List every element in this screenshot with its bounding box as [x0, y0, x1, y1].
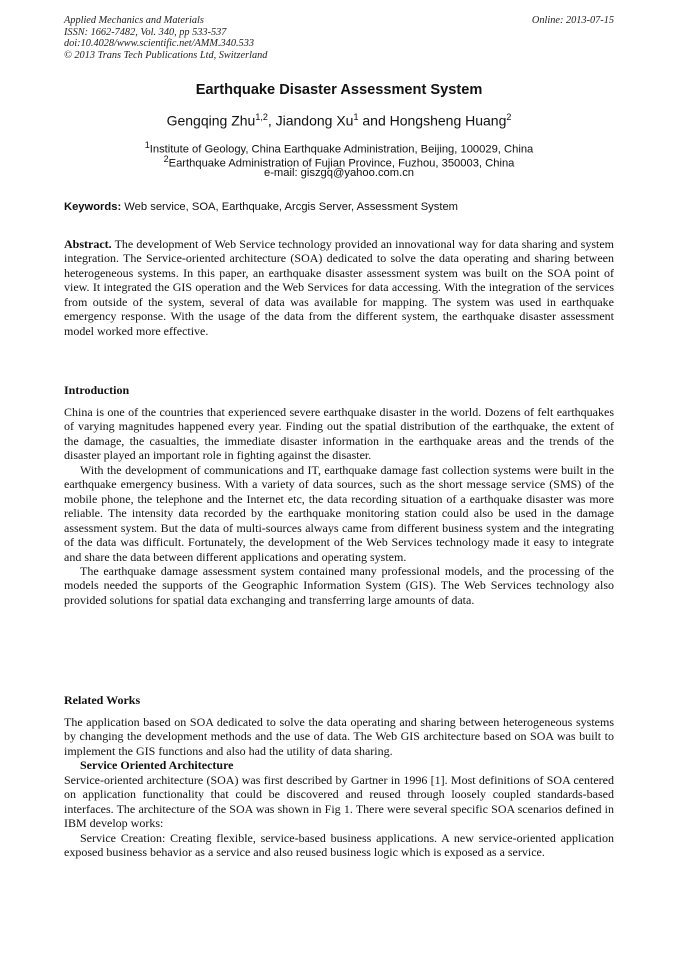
keywords: [64, 201, 458, 213]
abstract-text: The development of Web Service technology provided an innovational way for data sharing and system integration. The Service-oriented architecture (SOA) dedicated to solve the data operating and sharing between heterogeneous systems. In this paper, an earthquake disaster assessment system was built on the SOA point of view. It integrated the GIS operation and the Web Services for data accessing. With the integration of the services from outside of the system, several of data was available for mapping. The system was used in earthquake emergency response. With the usage of the data from the different system, the earthquake disaster assessment model worked more effective.: [64, 237, 614, 338]
paragraph: Service-oriented architecture (SOA) was first described by Gartner in 1996 [1]. Most definitions of SOA centered on application functionality that could be discovered and reused through loosely coupled standards-based interfaces. The architecture of the SOA was shown in Fig 1. There were several specific SOA scenarios defined in IBM develop works:: [64, 772, 614, 831]
contact-email: e-mail: giszgq@yahoo.com.cn: [263, 167, 415, 179]
keywords-label: Keywords:: [64, 201, 122, 213]
affiliation-1: $^1$Institute of Geology, China Earthquake Administration, Beijing, 100029, China: [144, 140, 534, 156]
online-date: Online: 2013-07-15: [531, 15, 614, 26]
author-name: , Jiandong Xu: [267, 112, 354, 129]
paragraph: China is one of the countries that experienced severe earthquake disaster in the world. Dozens of felt earthquakes of varying magnitudes happened every year. Finding out the spatial distribution of the earthquake, the extent of the damage, the casualties, the immediate disaster information in the earthquake areas and the trends of the disaster played an important role in fighting against the disaster.: [64, 405, 614, 463]
abstract: [64, 237, 614, 338]
paragraph: With the development of communications and IT, earthquake damage fast collection systems were built in the earthquake emergency business. With a variety of data sources, such as the short message service (SMS) of the mobile phone, the telephone and the Internet etc, the data recording situation of a earthquake disaster was more reliable. The intensity data recorded by the earthquake monitoring station could also be used in the damage assessment system. But the data of multi-sources always came from different business system and the integrating of the data was difficult. Fortunately, the development of the Web Services technology made it easy to integrate and share the data between different applications and operating system.: [64, 462, 614, 564]
section-heading-introduction: Introduction: [64, 383, 130, 397]
journal-doi: doi:10.4028/www.scientific.net/AMM.340.533: [64, 38, 254, 50]
author-affiliation-mark: 1,2: [255, 112, 268, 122]
author-affiliation-mark: 1: [353, 112, 359, 122]
author-affiliation-mark: 2: [506, 112, 512, 122]
related-works-body: [64, 715, 614, 860]
subsection-heading: Service Oriented Architecture: [80, 758, 234, 773]
paragraph: The earthquake damage assessment system contained many professional models, and the processing of the models needed the supports of the Geographic Information System (GIS). The Web Services technology also provided solutions for spatial data exchanging and transferring large amounts of data.: [64, 563, 614, 607]
paper-title: Earthquake Disaster Assessment System: [195, 82, 483, 98]
journal-copyright: © 2013 Trans Tech Publications Ltd, Switzerland: [64, 49, 268, 61]
author-list: [0, 112, 678, 129]
journal-header: [64, 15, 267, 61]
paragraph: Service Creation: Creating flexible, service-based business applications. A new service-oriented application exposed business behavior as a service and also reused business logic which is exposed as a service.: [64, 830, 614, 860]
section-heading-related-works: Related Works: [64, 693, 141, 707]
author-name: Gengqing Zhu: [166, 112, 256, 129]
affiliation-2: $^2$Earthquake Administration of Fujian Province, Fuzhou, 350003, China: [163, 154, 515, 170]
abstract-label: Abstract.: [64, 237, 112, 251]
author-name: and Hongsheng Huang: [358, 112, 507, 129]
journal-name: Applied Mechanics and Materials: [64, 15, 204, 26]
paragraph: The application based on SOA dedicated to solve the data operating and sharing between heterogeneous systems by changing the development methods and the use of data. The Web GIS architecture based on SOA was built to implement the GIS functions and also had the utility of data sharing.: [64, 715, 614, 758]
journal-issn: ISSN: 1662-7482, Vol. 340, pp 533-537: [64, 26, 227, 38]
keywords-text: Web service, SOA, Earthquake, Arcgis Server, Assessment System: [121, 201, 458, 213]
introduction-body: [64, 405, 614, 607]
